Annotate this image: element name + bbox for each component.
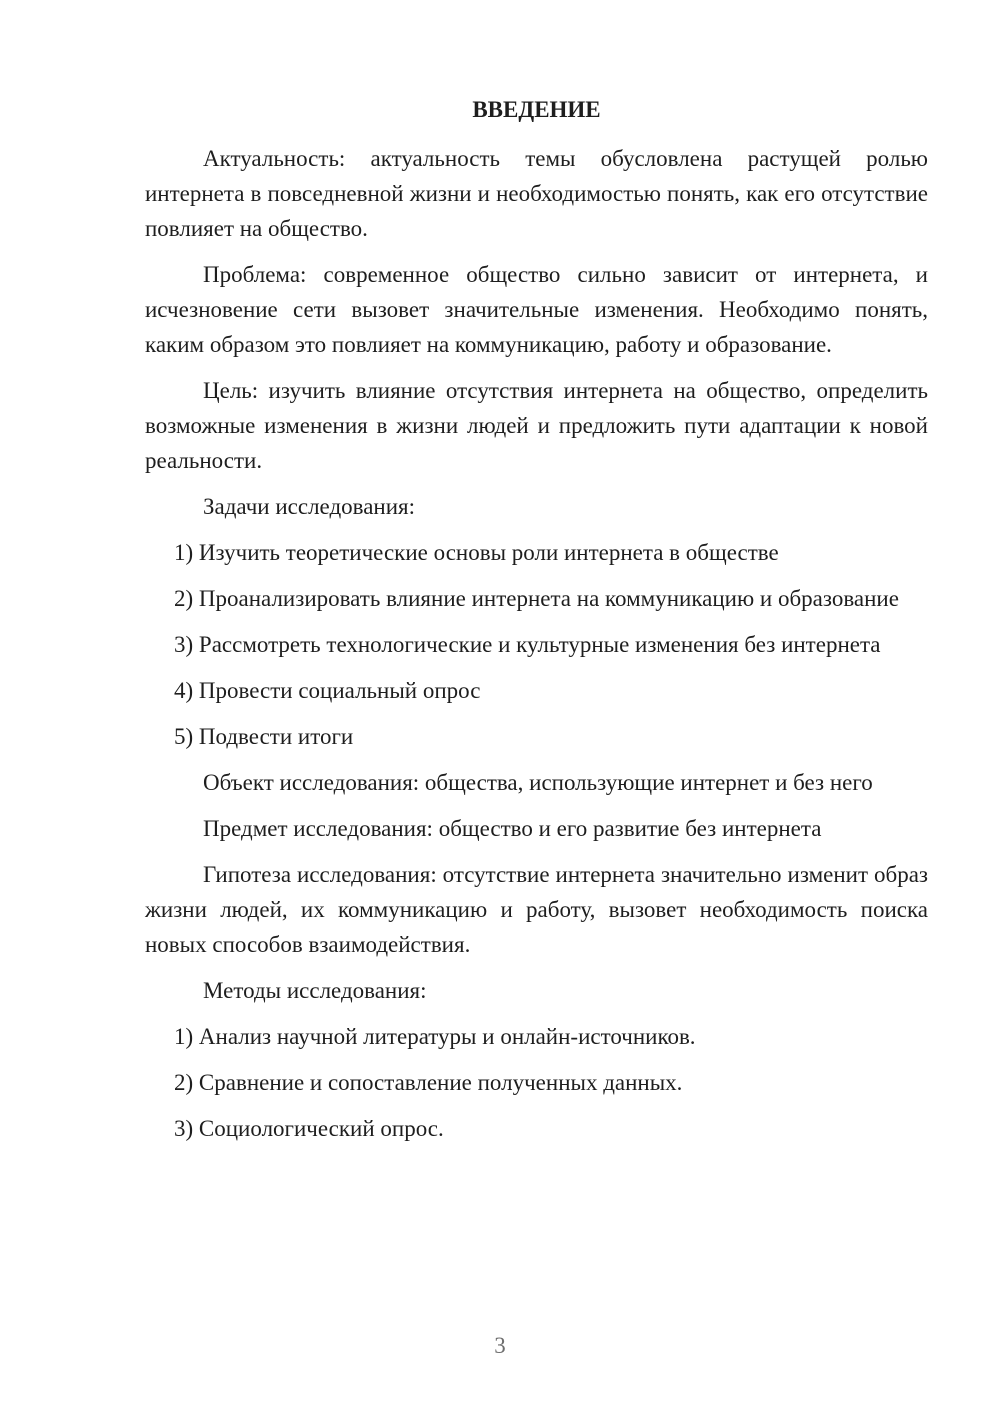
- method-item: 2) Сравнение и сопоставление полученных данных.: [174, 1070, 683, 1095]
- task-item: 2) Проанализировать влияние интернета на коммуникацию и образование: [174, 586, 899, 611]
- methods-title: Методы исследования:: [203, 978, 427, 1003]
- section-heading: ВВЕДЕНИЕ: [472, 97, 601, 122]
- hypothesis-paragraph: Гипотеза исследования: отсутствие интернета значительно изменит образ жизни людей, их коммуникацию и работу, вызовет необходимость поиска новых способов взаимодействия.: [145, 862, 928, 957]
- method-item: 1) Анализ научной литературы и онлайн-источников.: [174, 1024, 696, 1049]
- task-item: 4) Провести социальный опрос: [174, 678, 481, 703]
- object-paragraph: Объект исследования: общества, использующие интернет и без него: [203, 770, 873, 795]
- method-item: 3) Социологический опрос.: [174, 1116, 444, 1141]
- tasks-title: Задачи исследования:: [203, 494, 416, 519]
- document-page: [145, 92, 928, 1157]
- task-item: 3) Рассмотреть технологические и культурные изменения без интернета: [174, 632, 881, 657]
- problem-paragraph: Проблема: современное общество сильно зависит от интернета, и исчезновение сети вызовет значительные изменения. Необходимо понять, каким образом это повлияет на коммуникацию, работу и образование.: [145, 262, 928, 357]
- relevance-paragraph: Актуальность: актуальность темы обусловлена растущей ролью интернета в повседневной жизни и необходимостью понять, как его отсутствие повлияет на общество.: [145, 146, 928, 241]
- goal-paragraph: Цель: изучить влияние отсутствия интернета на общество, определить возможные изменения в жизни людей и предложить пути адаптации к новой реальности.: [145, 378, 928, 473]
- task-item: 1) Изучить теоретические основы роли интернета в обществе: [174, 540, 779, 565]
- task-item: 5) Подвести итоги: [174, 724, 354, 749]
- page-number: 3: [494, 1333, 506, 1358]
- subject-paragraph: Предмет исследования: общество и его развитие без интернета: [203, 816, 822, 841]
